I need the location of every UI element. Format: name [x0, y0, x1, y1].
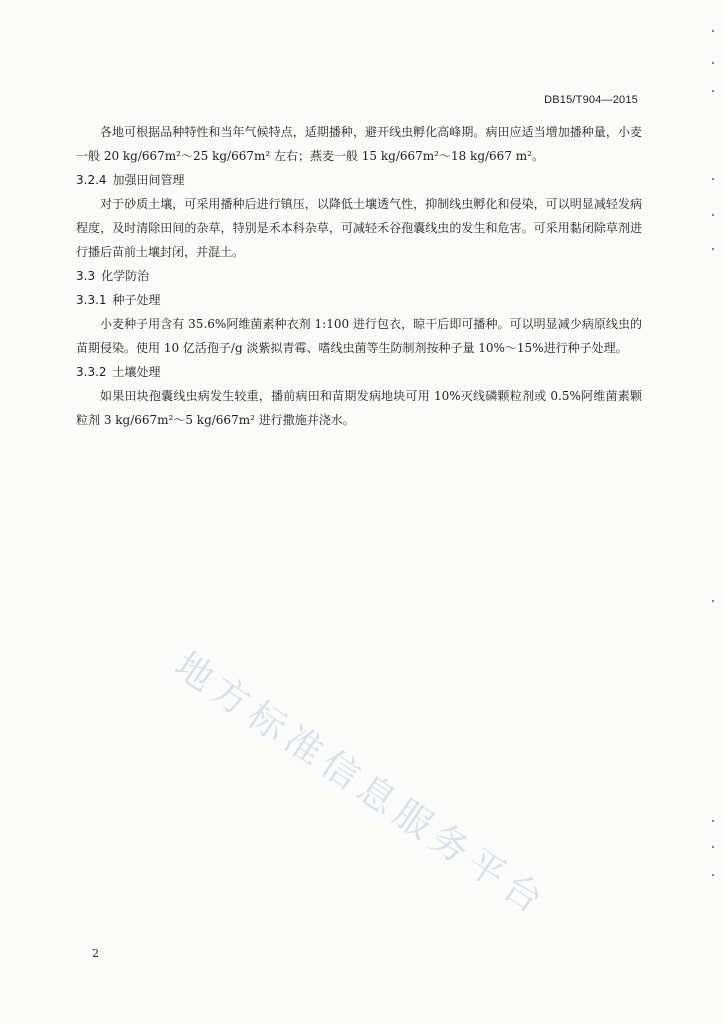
- paragraph-sowing: 各地可根据品种特性和当年气候特点，适期播种，避开线虫孵化高峰期。病田应适当增加播种量，小麦一般 20 kg/667m²～25 kg/667m² 左右；燕麦一般 15 kg/667m²～18 kg/667 m²。: [76, 125, 642, 163]
- heading-title: 土壤处理: [112, 365, 161, 379]
- heading-seed-treatment: [76, 288, 642, 312]
- heading-chemical-control: [76, 264, 642, 288]
- document-code: DB15/T904—2015: [544, 94, 638, 106]
- heading-title: 化学防治: [101, 269, 150, 283]
- paragraph-field-management: 对于砂质土壤，可采用播种后进行镇压，以降低土壤透气性，抑制线虫孵化和侵染，可以明显减轻发病程度，及时清除田间的杂草，特别是禾本科杂草，可减轻禾谷孢囊线虫的发生和危害。可采用黏闭除草剂进行播后苗前土壤封闭，并混土。: [76, 197, 642, 259]
- heading-title: 加强田间管理: [112, 173, 185, 187]
- paragraph-soil-treatment: 如果田块孢囊线虫病发生较重，播前病田和苗期发病地块可用 10%灭线磷颗粒剂或 0.5%阿维菌素颗粒剂 3 kg/667m²～5 kg/667m² 进行撒施并浇水。: [76, 389, 642, 427]
- heading-number: 3.2.4: [76, 173, 107, 187]
- document-body: [76, 120, 642, 432]
- page-number: 2: [92, 947, 99, 960]
- heading-field-management: [76, 168, 642, 192]
- scan-edge-marks: [698, 0, 718, 1024]
- heading-number: 3.3.1: [76, 293, 107, 307]
- heading-soil-treatment: [76, 360, 642, 384]
- heading-title: 种子处理: [112, 293, 161, 307]
- heading-number: 3.3: [76, 269, 96, 283]
- watermark: 地方标准信息服务平台: [166, 643, 556, 926]
- heading-number: 3.3.2: [76, 365, 107, 379]
- paragraph-seed-treatment: 小麦种子用含有 35.6%阿维菌素种衣剂 1:100 进行包衣，晾干后即可播种。可以明显减少病原线虫的苗期侵染。使用 10 亿活孢子/g 淡紫拟青霉、嗜线虫菌等生防制剂按种子量 10%～15%进行种子处理。: [76, 317, 642, 355]
